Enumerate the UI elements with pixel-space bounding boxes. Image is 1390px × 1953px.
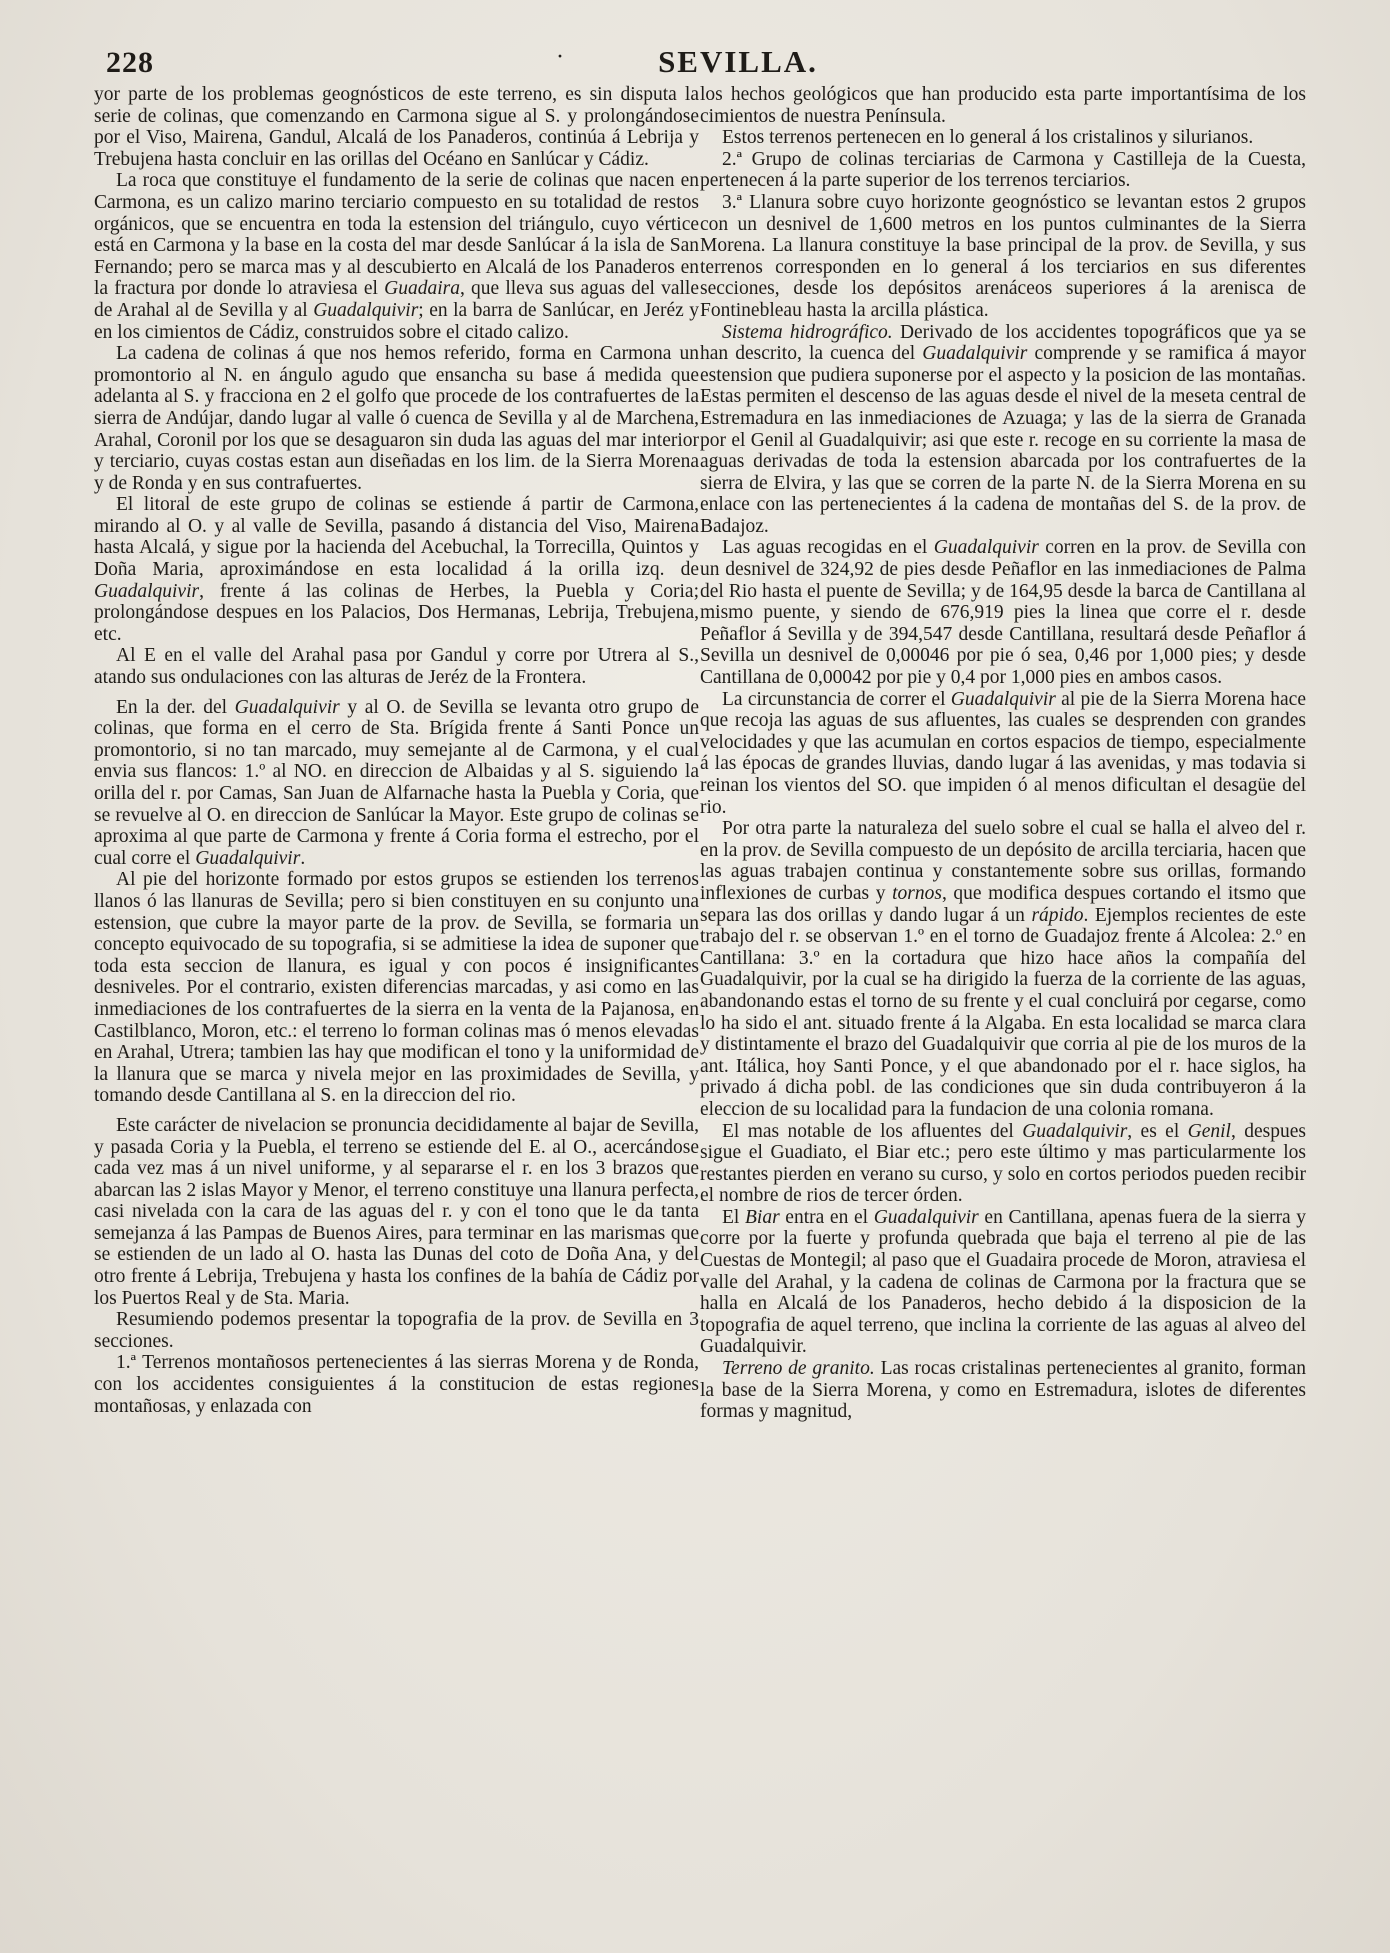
paragraph: Estos terrenos pertenecen en lo general á los cristalinos y silurianos. <box>722 127 1254 149</box>
running-title: SEVILLA. <box>658 44 818 79</box>
paragraph: El mas notable de los afluentes del Guadalquivir, es el Genil, despues sigue el Guadiato, el Biar etc.; pero este último y mas particularmente los restantes pierden en verano su curso, y solo en cortos periodos pueden recibir el nombre de rios de tercer órden. <box>700 1120 1306 1207</box>
paragraph: En la der. del Guadalquivir y al O. de Sevilla se levanta otro grupo de colinas, que forma en el cerro de Sta. Brígida frente á Santi Ponce un promontorio, si no tan marcado, muy semejante al de Carmona, y el cual envia sus flancos: 1.º al NO. en direccion de Albaidas y al S. siguiendo la orilla del r. por Camas, San Juan de Alfarnache hasta la Puebla y Coria, que se revuelve al O. en direccion de Sanlúcar la Mayor. Este grupo de colinas se aproxima al que parte de Carmona y frente á Coria forma el estrecho, por el cual corre el Guadalquivir. <box>94 696 699 869</box>
right-column <box>700 84 1306 1423</box>
paragraph: 1.ª Terrenos montañosos pertenecientes á las sierras Morena y de Ronda, con los accidentes consiguientes á la constitucion de estas regiones montañosas, y enlazada con <box>94 1352 699 1417</box>
paragraph: La circunstancia de correr el Guadalquivir al pie de la Sierra Morena hace que recoja las aguas de sus afluentes, las cuales se desprenden con grandes velocidades y que las acumulan en cortos espacios de tiempo, especialmente á las épocas de grandes lluvias, dando lugar á las avenidas, y mas todavia si reinan los vientos del SO. que impiden ó al menos dificultan el desagüe del rio. <box>700 688 1306 818</box>
paragraph: 3.ª Llanura sobre cuyo horizonte geognóstico se levantan estos 2 grupos con un desnivel de 1,600 metros en los puntos culminantes de la Sierra Morena. La llanura constituye la base principal de la prov. de Sevilla, y sus terrenos corresponden en lo general á los terciarios en sus diferentes secciones, desde los depósitos arenáceos superiores á la arenisca de Fontinebleau hasta la arcilla plástica. <box>700 191 1306 321</box>
page-header <box>106 40 1300 80</box>
paragraph: El litoral de este grupo de colinas se estiende á partir de Carmona, mirando al O. y al valle de Sevilla, pasando á distancia del Viso, Mairena hasta Alcalá, y sigue por la hacienda del Acebuchal, la Torrecilla, Quintos y Doña Maria, aproximándose en esta localidad á la orilla izq. de Guadalquivir, frente á las colinas de Herbes, la Puebla y Coria; prolongándose despues en los Palacios, Dos Hermanas, Lebrija, Trebujena, etc. <box>94 494 699 645</box>
section-granito: Terreno de granito. Las rocas cristalinas pertenecientes al granito, forman la base de la Sierra Morena, y como en Estremadura, islotes de diferentes formas y magnitud, <box>700 1358 1306 1423</box>
paragraph: los hechos geológicos que han producido esta parte importantísima de los cimientos de nuestra Península. <box>700 84 1306 127</box>
paragraph: La roca que constituye el fundamento de la serie de colinas que nacen en Carmona, es un calizo marino terciario compuesto en su totalidad de restos orgánicos, que se encuentra en toda la estension del triángulo, cuyo vértice está en Carmona y la base en la costa del mar desde Sanlúcar á la isla de San Fernando; pero se marca mas y al descubierto en Alcalá de los Panaderos en la fractura por donde lo atraviesa el Guadaira, que lleva sus aguas del valle de Arahal al de Sevilla y al Guadalquivir; en la barra de Sanlúcar, en Jeréz y en los cimientos de Cádiz, construidos sobre el citado calizo. <box>94 170 699 343</box>
paragraph: Al pie del horizonte formado por estos grupos se estienden los terrenos llanos ó las llanuras de Sevilla; pero si bien constituyen en su conjunto una estension, que cubre la mayor parte de la prov. de Sevilla, se formaria un concepto equivocado de su topografia, si se admitiese la idea de suponer que toda esta seccion de llanura, es igual y con pocos é insignificantes desniveles. Por el contrario, existen diferencias marcadas, y asi como en las inmediaciones de los contrafuertes de la sierra en la venta de la Pajanosa, en Castilblanco, Moron, etc.: el terreno lo forman colinas mas ó menos elevadas en Arahal, Utrera; tambien las hay que modifican el tono y la uniformidad de la llanura que se marca y nivela mejor en las proximidades de Sevilla, y tomando desde Cantillana al S. en la direccion del rio. <box>94 869 699 1107</box>
header-separator: · <box>556 44 564 70</box>
left-column <box>94 84 699 1417</box>
paragraph: yor parte de los problemas geognósticos de este terreno, es sin disputa la serie de colinas, que comenzando en Carmona sigue al S. y prolongándose por el Viso, Mairena, Gandul, Alcalá de los Panaderos, continúa á Lebrija y Trebujena hasta concluir en las orillas del Océano en Sanlúcar y Cádiz. <box>94 84 699 170</box>
paragraph: Por otra parte la naturaleza del suelo sobre el cual se halla el alveo del r. en la prov. de Sevilla compuesto de un depósito de arcilla terciaria, hacen que las aguas trabajen continua y constantemente sobre sus orillas, formando inflexiones de curbas y tornos, que modifica despues cortando el itsmo que separa las dos orillas y dando lugar á un rápido. Ejemplos recientes de este trabajo del r. se observan 1.º en el torno de Guadajoz frente á Alcolea: 2.º en Cantillana: 3.º en la cortadura que hizo hace años la compañía del Guadalquivir, por la cual se ha dirigido la fuerza de la corriente de las aguas, abandonando estas el torno de su frente y el cual concluirá por cegarse, como lo ha sido el ant. situado frente á la Algaba. En esta localidad se marca clara y distintamente el brazo del Guadalquivir que corria al pie de los muros de la ant. Itálica, hoy Santi Ponce, y el que abandonado por el r. hace siglos, ha privado á dicha pobl. de las condiciones que sin duda contribuyeron á la eleccion de su localidad para la fundacion de una colonia romana. <box>700 818 1307 1120</box>
paragraph: Resumiendo podemos presentar la topografia de la prov. de Sevilla en 3 secciones. <box>94 1309 699 1352</box>
paragraph: Las aguas recogidas en el Guadalquivir corren en la prov. de Sevilla con un desnivel de 324,92 de pies desde Peñaflor en las inmediaciones de Palma del Rio hasta el puente de Sevilla; y de 164,95 desde la barca de Cantillana al mismo puente, y siendo de 676,919 pies la linea que corre el r. desde Peñaflor á Sevilla y de 394,547 desde Cantillana, resultará desde Peñaflor á Sevilla un desnivel de 0,00046 por pie ó sea, 0,46 por 1,000 pies; y desde Cantillana de 0,00042 por pie y 0,4 por 1,000 pies en ambos casos. <box>700 537 1306 689</box>
paragraph: 2.ª Grupo de colinas terciarias de Carmona y Castilleja de la Cuesta, pertenecen á la parte superior de los terrenos terciarios. <box>700 148 1306 192</box>
paragraph: Este carácter de nivelacion se pronuncia decididamente al bajar de Sevilla, y pasada Coria y la Puebla, el terreno se estiende del E. al O., acercándose cada vez mas á un nivel uniforme, y al separarse el r. en los 3 brazos que abarcan las 2 islas Mayor y Menor, el terreno constituye una llanura perfecta, casi nivelada con la cara de las aguas del r. y con el tono que le da tanta semejanza á las Pampas de Buenos Aires, para terminar en las marismas que se estienden de un lado al O. hasta las Dunas del coto de Doña Ana, y del otro frente á Lebrija, Trebujena y hasta los confines de la bahía de Cádiz por los Puertos Real y de Sta. Maria. <box>94 1114 699 1309</box>
section-hidrografico: Sistema hidrográfico. Derivado de los accidentes topográficos que ya se han descrito, la cuenca del Guadalquivir comprende y se ramifica á mayor estension que pudiera suponerse por el aspecto y la posicion de las montañas. Estas permiten el descenso de las aguas desde el nivel de la meseta central de Estremadura en las inmediaciones de Azuaga; y las de la sierra de Granada por el Genil al Guadalquivir; asi que este r. recoge en su corriente la masa de aguas derivadas de toda la estension abarcada por los contrafuertes de la sierra de Elvira, y las que se corren de la parte N. de la Sierra Morena en su enlace con las pertenecientes á la cadena de montañas del S. de la prov. de Badajoz. <box>700 321 1306 537</box>
paragraph: Al E en el valle del Arahal pasa por Gandul y corre por Utrera al S., atando sus ondulaciones con las alturas de Jeréz de la Frontera. <box>94 645 699 689</box>
page-number: 228 <box>106 46 154 79</box>
paragraph: El Biar entra en el Guadalquivir en Cantillana, apenas fuera de la sierra y corre por la fuerte y profunda quebrada que baja el terreno al pie de las Cuestas de Montegil; al paso que el Guadaira procede de Moron, atraviesa el valle del Arahal, y la cadena de colinas de Carmona por la fractura que se halla en Alcalá de los Panaderos, hecho debido á la disposicion de la topografia de aquel terreno, que inclina la corriente de las aguas al alveo del Guadalquivir. <box>700 1206 1306 1358</box>
paragraph: La cadena de colinas á que nos hemos referido, forma en Carmona un promontorio al N. en ángulo agudo que ensancha su base á medida que adelanta al S. y fracciona en 2 el golfo que procede de los contrafuertes de la sierra de Andújar, dando lugar al valle ó cuenca de Sevilla y al de Marchena, Arahal, Coronil por los que se desaguaron sin duda las aguas del mar interior y terciario, cuyas costas estan aun diseñadas en los lim. de la Sierra Morena y de Ronda y en sus contrafuertes. <box>94 343 699 494</box>
